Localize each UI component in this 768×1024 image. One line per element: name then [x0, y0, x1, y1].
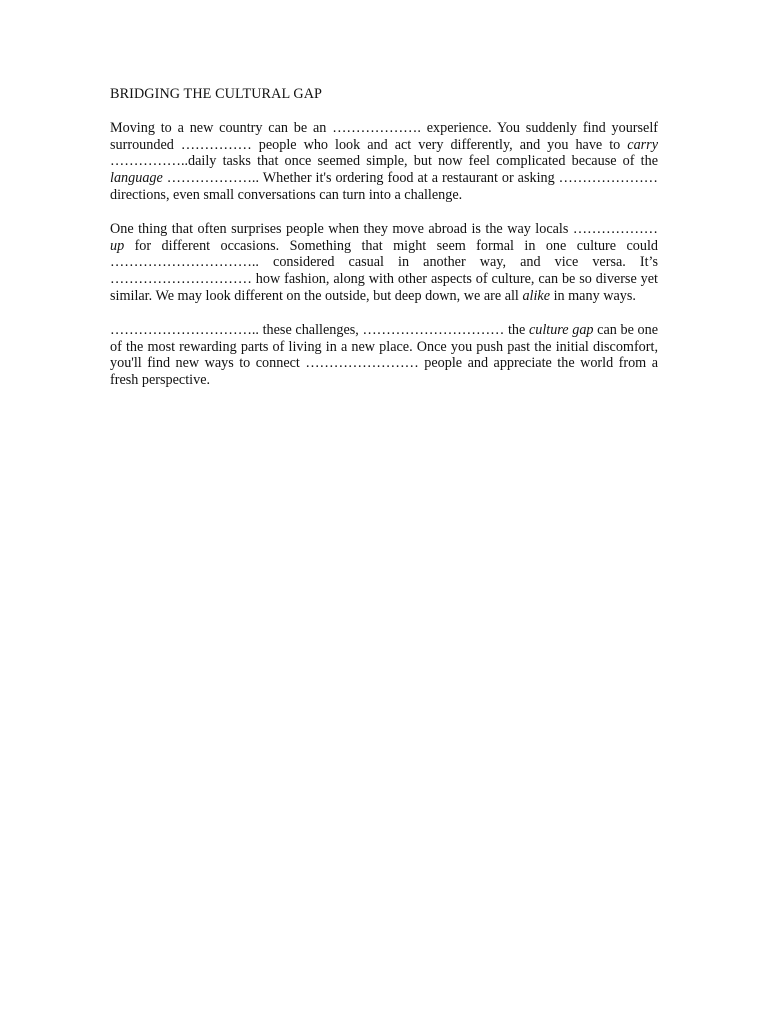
p1-text-4: ……………….. Whether it's ordering food at a restaurant or asking ………………… directions, even small conversations can turn into a challenge.: [110, 170, 658, 203]
p2-text-2: for different occasions. Something that might seem formal in one culture could ………………………….. considered casual in another way, and vice versa. It’s ………………………… how fashion, along with other aspects of culture, can be so diverse yet similar. We may look different on the outside, but deep down, we are all: [110, 237, 658, 304]
paragraph-1: [110, 120, 658, 204]
document-title: BRIDGING THE CULTURAL GAP: [110, 86, 323, 102]
p1-text-3: ……………..daily tasks that once seemed simple, but now feel complicated because of the: [110, 153, 658, 170]
p1-blank-1: ……………….: [332, 119, 427, 136]
p2-keyword-alike: alike: [522, 287, 551, 304]
p1-text-2: experience. You suddenly find yourself surrounded …………… people who look and act very differently, and you have to: [110, 119, 658, 153]
p2-text-1: One thing that often surprises people when they move abroad is the way locals ………………: [110, 220, 658, 237]
p1-keyword-language: language: [110, 170, 163, 187]
p3-text-2: can be one of the most rewarding parts of living in a new place. Once you push past the initial discomfort, you'll find new ways to connect …………………… people and appreciate the world from a fresh perspective.: [110, 321, 658, 389]
p2-text-3: in many ways.: [550, 287, 636, 304]
p2-keyword-up: up: [110, 237, 125, 254]
p1-text-1: Moving to a new country can be an: [110, 119, 333, 136]
p1-keyword-carry: carry: [627, 136, 658, 153]
p3-text-1: ………………………….. these challenges, ………………………… the: [110, 321, 529, 338]
paragraph-2: [110, 221, 658, 305]
document-page: [110, 86, 658, 406]
p3-keyword-culture-gap: culture gap: [528, 321, 594, 338]
paragraph-3: [110, 322, 658, 389]
